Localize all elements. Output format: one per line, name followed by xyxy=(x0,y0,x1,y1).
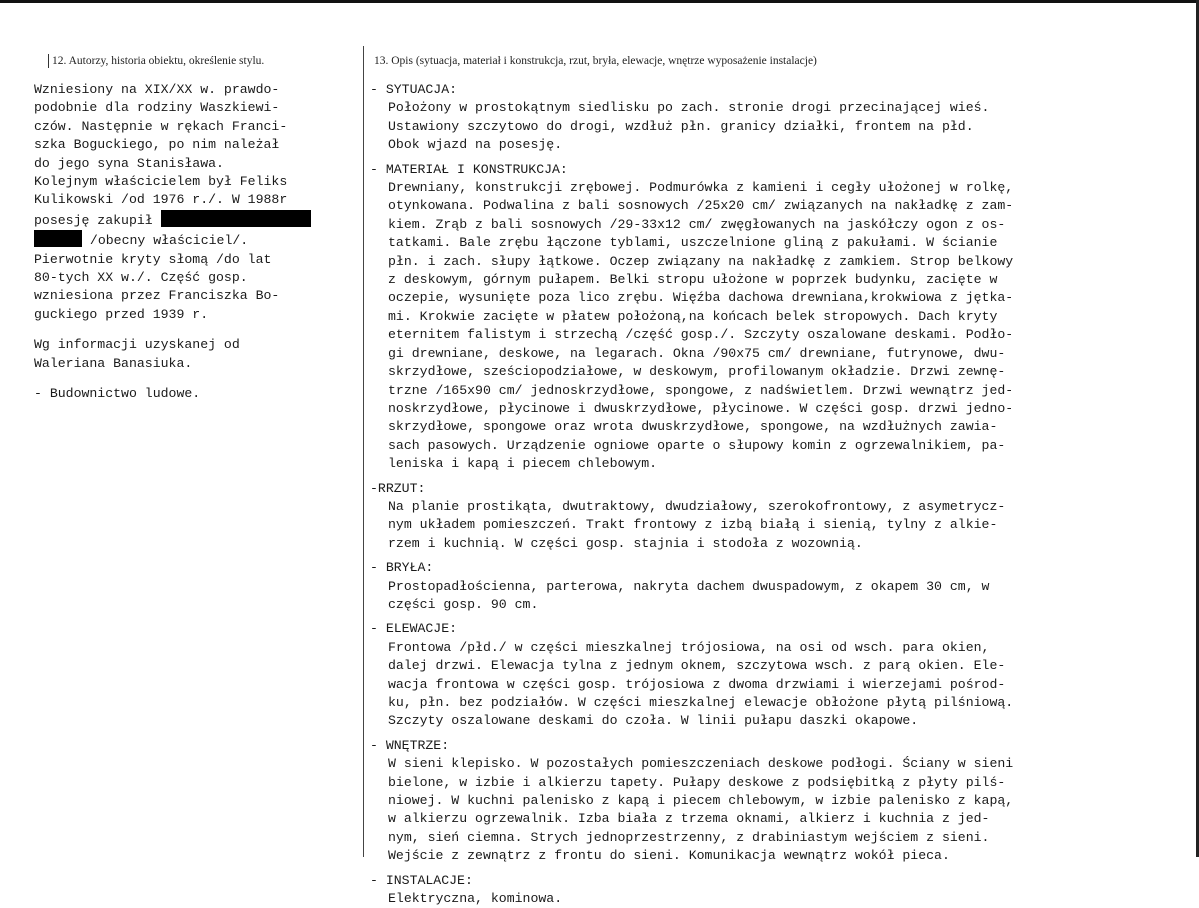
section-elewacje xyxy=(370,620,1013,730)
history-line: szka Boguckiego, po nim należał xyxy=(34,137,280,153)
section-line: skrzydłowe, sześciopodziałowe, w deskowym, profilowanym okładzie. Drzwi zewnę- xyxy=(388,364,1006,380)
section-line: skrzydłowe, spongowe oraz wrota dwuskrzydłowe, spongowe, na wzdłużnych zawia- xyxy=(388,419,998,435)
section-line: bielone, w izbie i alkierzu tapety. Pułapy deskowe z podsiębitką z płyty pilś- xyxy=(388,774,1006,790)
right-column xyxy=(370,81,1013,908)
section-sytuacja xyxy=(370,81,1013,155)
section-heading: - INSTALACJE: xyxy=(370,872,473,888)
history-line: do jego syna Stanisława. xyxy=(34,155,224,171)
left-column-header: 12. Autorzy, historia obiektu, określenie stylu. xyxy=(52,55,265,67)
section-line: wacja frontowa w części gosp. trójosiowa z dwoma drzwiami i wierzejami pośrod- xyxy=(388,676,1006,692)
section-line: sach pasowych. Urządzenie ogniowe oparte o słupowy komin z ogrzewalnikiem, pa- xyxy=(388,437,1006,453)
history-line: Kolejnym właścicielem był Feliks xyxy=(34,174,288,190)
section-line: części gosp. 90 cm. xyxy=(388,596,539,612)
section-line: Prostopadłościenna, parterowa, nakryta dachem dwuspadowym, z okapem 30 cm, w xyxy=(388,578,990,594)
history-line xyxy=(34,230,311,250)
section-line: trzne /165x90 cm/ jednoskrzydłowe, spongowe, z nadświetlem. Drzwi wewnątrz jed- xyxy=(388,382,1014,398)
section-line: Ustawiony szczytowo do drogi, wzdłuż płn. granicy działki, frontem na płd. xyxy=(388,118,974,134)
section-heading: - ELEWACJE: xyxy=(370,621,458,637)
section-line: oczepie, wysunięte poza lico zrębu. Więźba dachowa drewniana,krokwiowa z jętka- xyxy=(388,290,1014,306)
section-heading: - MATERIAŁ I KONSTRUKCJA: xyxy=(370,161,568,177)
section-heading: - SYTUACJA: xyxy=(370,82,458,97)
section-line: mi. Krokwie zacięte w płatew położoną,na końcach belek stropowych. Dach kryty xyxy=(388,308,998,324)
section-line: tatkami. Bale zrębu łączone tyblami, uszczelnione gliną z pakułami. W ścianie xyxy=(388,235,998,251)
section-line: Drewniany, konstrukcji zrębowej. Podmurówka z kamieni i cegły ułożonej w rolkę, xyxy=(388,180,1014,196)
section-line: Obok wjazd na posesję. xyxy=(388,137,563,153)
history-line: podobnie dla rodziny Waszkiewi- xyxy=(34,100,280,116)
section-line: Frontowa /płd./ w części mieszkalnej trójosiowa, na osi od wsch. para okien, xyxy=(388,639,990,655)
history-line: wzniesiona przez Franciszka Bo- xyxy=(34,288,280,304)
section-line: dalej drzwi. Elewacja tylna z jednym oknem, szczytowa wsch. z parą okien. Ele- xyxy=(388,658,1006,674)
section-line: Wejście z zewnątrz z frontu do sieni. Komunikacja wewnątrz wokół pieca. xyxy=(388,848,950,864)
section-line: płn. i zach. słupy łątkowe. Oczep związany na nakładkę z zamkiem. Strop belkowy xyxy=(388,253,1014,269)
section-line: nym, sień ciemna. Strych jednoprzestrzenny, z drabiniastym wejściem z sieni. xyxy=(388,829,990,845)
section-line: W sieni klepisko. W pozostałych pomieszczeniach deskowe podłogi. Ściany w sieni xyxy=(388,756,1014,772)
section-line: noskrzydłowe, płycinowe i dwuskrzydłowe, płycinowe. W części gosp. drzwi jedno- xyxy=(388,400,1014,416)
section-line: z deskowym, górnym pułapem. Belki stropu ułożone w poprzek budynku, zacięte w xyxy=(388,272,998,288)
history-line: Wzniesiony na XIX/XX w. prawdo- xyxy=(34,82,280,97)
section-heading: - WNĘTRZE: xyxy=(370,737,450,753)
section-line: nym układem pomieszczeń. Trakt frontowy z izbą białą i sienią, tylny z alkie- xyxy=(388,517,998,533)
redaction-bar xyxy=(161,210,311,227)
section-line: rzem i kuchnią. W części gosp. stajnia i stodoła z wozownią. xyxy=(388,535,863,551)
style-line: - Budownictwo ludowe. xyxy=(34,386,201,402)
section-line: otynkowana. Podwalina z bali sosnowych /25x20 cm/ związanych na nakładkę z zam- xyxy=(388,198,1014,214)
section-line: kiem. Zrąb z bali sosnowych /29-33x12 cm/ zwęgłowanych na jaskółczy ogon z os- xyxy=(388,216,1006,232)
section-heading: - BRYŁA: xyxy=(370,560,434,576)
section-line: Położony w prostokątnym siedlisku po zach. stronie drogi przecinającej wieś. xyxy=(388,100,990,116)
history-line: Kulikowski /od 1976 r./. W 1988r xyxy=(34,192,288,208)
section-line: Na planie prostikąta, dwutraktowy, dwudziałowy, szerokofrontowy, z asymetrycz- xyxy=(388,498,1006,514)
history-line: Pierwotnie kryty słomą /do lat xyxy=(34,251,272,267)
page-top-border xyxy=(0,0,1199,3)
section-line: gi drewniane, deskowe, na legarach. Okna /90x75 cm/ drewniane, futrynowe, dwu- xyxy=(388,345,1006,361)
column-divider xyxy=(363,46,364,857)
section-rzut xyxy=(370,480,1013,554)
right-column-header: 13. Opis (sytuacja, materiał i konstrukcja, rzut, bryła, elewacje, wnętrze wyposażenie instalacje) xyxy=(374,55,817,67)
section-line: leniska i kapą i piecem chlebowym. xyxy=(388,456,658,472)
history-line xyxy=(34,210,311,230)
section-line: ku, płn. bez podziałów. W części mieszkalnej elewacje obłożone płytą pilśniową. xyxy=(388,695,1014,710)
history-line: 80-tych XX w./. Część gosp. xyxy=(34,270,248,286)
section-wnetrze xyxy=(370,737,1013,866)
section-bryla xyxy=(370,559,1013,614)
section-line: eternitem falistym i strzechą /część gosp./. Szczyty oszalowane deskami. Podło- xyxy=(388,327,1014,343)
history-line: czów. Następnie w rękach Franci- xyxy=(34,118,288,134)
owner-text: /obecny właściciel/. xyxy=(89,233,249,249)
source-line: Wg informacji uzyskanej od xyxy=(34,337,240,353)
section-material xyxy=(370,161,1013,474)
left-column xyxy=(34,81,311,404)
section-heading: -RRZUT: xyxy=(370,480,426,496)
section-instalacje xyxy=(370,872,1013,908)
source-line: Waleriana Banasiuka. xyxy=(34,355,193,371)
history-line: guckiego przed 1939 r. xyxy=(34,306,209,322)
section-line: Elektryczna, kominowa. xyxy=(388,891,563,907)
header-tick xyxy=(48,54,49,68)
section-line: w alkierzu ogrzewalnik. Izba biała z trzema oknami, alkierz i kuchnia z jed- xyxy=(388,811,990,827)
purchase-text: posesję zakupił xyxy=(34,212,153,228)
section-line: Szczyty oszalowane deskami do czoła. W linii pułapu daszki okapowe. xyxy=(388,713,919,729)
section-line: niowej. W kuchni palenisko z kapą i piecem chlebowym, w izbie palenisko z kapą, xyxy=(388,793,1014,809)
redaction-bar xyxy=(34,230,82,247)
